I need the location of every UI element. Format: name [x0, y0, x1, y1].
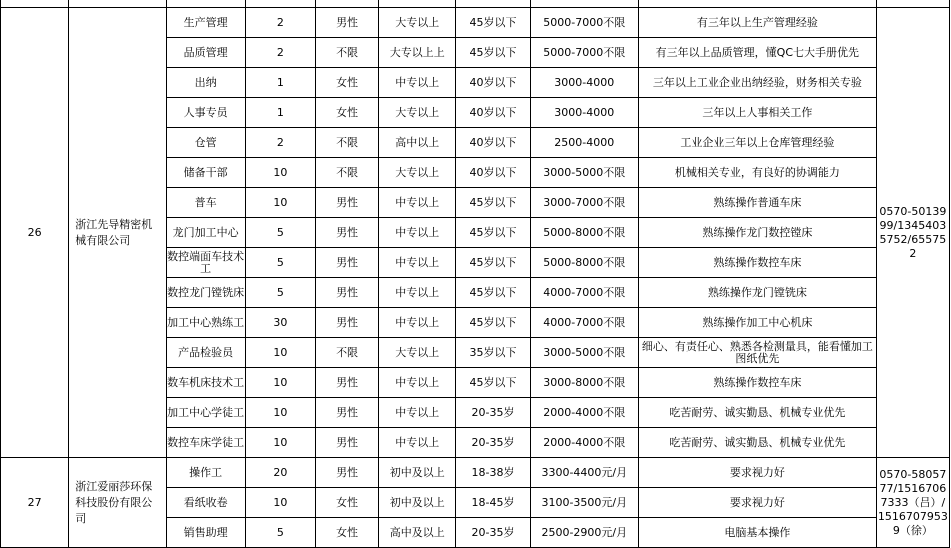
position-cell: 销售助理	[166, 518, 245, 548]
gender-cell: 男性	[315, 308, 378, 338]
requirement-cell: 有三年以上生产管理经验	[638, 8, 876, 38]
salary-cell: 5000-8000不限	[530, 248, 638, 278]
age-cell: 20-35岁	[456, 398, 530, 428]
education-cell: 中专以上	[379, 188, 456, 218]
count-cell: 5	[245, 218, 315, 248]
count-cell: 10	[245, 338, 315, 368]
position-cell: 操作工	[166, 458, 245, 488]
gender-cell: 女性	[315, 68, 378, 98]
position-cell: 产品检验员	[166, 338, 245, 368]
clipped-cell	[245, 0, 315, 8]
age-cell: 18-45岁	[456, 488, 530, 518]
position-cell: 数控龙门镗铣床	[166, 278, 245, 308]
age-cell: 20-35岁	[456, 518, 530, 548]
age-cell: 40岁以下	[456, 68, 530, 98]
position-cell: 数车机床技术工	[166, 368, 245, 398]
count-cell: 10	[245, 368, 315, 398]
count-cell: 10	[245, 398, 315, 428]
gender-cell: 男性	[315, 398, 378, 428]
education-cell: 高中及以上	[379, 518, 456, 548]
salary-cell: 3000-8000不限	[530, 368, 638, 398]
count-cell: 2	[245, 128, 315, 158]
age-cell: 40岁以下	[456, 158, 530, 188]
position-cell: 龙门加工中心	[166, 218, 245, 248]
gender-cell: 男性	[315, 278, 378, 308]
age-cell: 20-35岁	[456, 428, 530, 458]
position-cell: 仓管	[166, 128, 245, 158]
age-cell: 45岁以下	[456, 188, 530, 218]
education-cell: 大专以上	[379, 8, 456, 38]
position-cell: 加工中心熟练工	[166, 308, 245, 338]
education-cell: 初中及以上	[379, 458, 456, 488]
contact-phone: 0570-5805777/15167067333（吕）/15167079539（徐）	[876, 458, 949, 548]
requirement-cell: 熟练操作数控车床	[638, 368, 876, 398]
salary-cell: 3000-7000不限	[530, 188, 638, 218]
position-cell: 数控车床学徒工	[166, 428, 245, 458]
company-name: 浙江先导精密机械有限公司	[69, 8, 166, 458]
clipped-top-row	[1, 0, 950, 8]
requirement-cell: 有三年以上品质管理，懂QC七大手册优先	[638, 38, 876, 68]
education-cell: 大专以上	[379, 338, 456, 368]
count-cell: 10	[245, 158, 315, 188]
clipped-cell	[638, 0, 876, 8]
salary-cell: 2000-4000不限	[530, 398, 638, 428]
gender-cell: 男性	[315, 218, 378, 248]
contact-phone: 0570-5013999/13454035752/655752	[876, 8, 949, 458]
salary-cell: 4000-7000不限	[530, 278, 638, 308]
count-cell: 10	[245, 488, 315, 518]
education-cell: 大专以上	[379, 98, 456, 128]
count-cell: 5	[245, 278, 315, 308]
age-cell: 45岁以下	[456, 218, 530, 248]
count-cell: 1	[245, 68, 315, 98]
position-cell: 生产管理	[166, 8, 245, 38]
age-cell: 40岁以下	[456, 98, 530, 128]
clipped-cell	[876, 0, 949, 8]
salary-cell: 4000-7000不限	[530, 308, 638, 338]
gender-cell: 不限	[315, 128, 378, 158]
age-cell: 45岁以下	[456, 38, 530, 68]
education-cell: 高中以上	[379, 128, 456, 158]
age-cell: 45岁以下	[456, 368, 530, 398]
requirement-cell: 电脑基本操作	[638, 518, 876, 548]
company-number: 26	[1, 8, 69, 458]
count-cell: 10	[245, 428, 315, 458]
requirement-cell: 熟练操作数控车床	[638, 248, 876, 278]
table-body	[1, 0, 950, 548]
clipped-cell	[1, 0, 69, 8]
gender-cell: 男性	[315, 368, 378, 398]
company-name: 浙江爱丽莎环保科技股份有限公司	[69, 458, 166, 548]
position-cell: 品质管理	[166, 38, 245, 68]
company-number: 27	[1, 458, 69, 548]
requirement-cell: 熟练操作龙门数控镗床	[638, 218, 876, 248]
clipped-cell	[456, 0, 530, 8]
gender-cell: 女性	[315, 98, 378, 128]
salary-cell: 3000-5000不限	[530, 338, 638, 368]
salary-cell: 5000-7000不限	[530, 38, 638, 68]
gender-cell: 男性	[315, 458, 378, 488]
gender-cell: 不限	[315, 38, 378, 68]
requirement-cell: 要求视力好	[638, 458, 876, 488]
clipped-cell	[530, 0, 638, 8]
table-row	[1, 458, 950, 488]
salary-cell: 3100-3500元/月	[530, 488, 638, 518]
age-cell: 35岁以下	[456, 338, 530, 368]
gender-cell: 男性	[315, 8, 378, 38]
education-cell: 中专以上	[379, 368, 456, 398]
requirement-cell: 机械相关专业，有良好的协调能力	[638, 158, 876, 188]
position-cell: 人事专员	[166, 98, 245, 128]
requirement-cell: 吃苦耐劳、诚实勤恳、机械专业优先	[638, 398, 876, 428]
position-cell: 出纳	[166, 68, 245, 98]
gender-cell: 不限	[315, 158, 378, 188]
position-cell: 看纸收卷	[166, 488, 245, 518]
salary-cell: 3000-4000	[530, 98, 638, 128]
age-cell: 18-38岁	[456, 458, 530, 488]
education-cell: 初中及以上	[379, 488, 456, 518]
salary-cell: 2500-4000	[530, 128, 638, 158]
education-cell: 中专以上	[379, 218, 456, 248]
count-cell: 30	[245, 308, 315, 338]
education-cell: 中专以上	[379, 278, 456, 308]
clipped-cell	[315, 0, 378, 8]
age-cell: 40岁以下	[456, 128, 530, 158]
salary-cell: 5000-7000不限	[530, 8, 638, 38]
position-cell: 加工中心学徒工	[166, 398, 245, 428]
age-cell: 45岁以下	[456, 278, 530, 308]
salary-cell: 3300-4400元/月	[530, 458, 638, 488]
education-cell: 中专以上	[379, 248, 456, 278]
count-cell: 20	[245, 458, 315, 488]
requirement-cell: 熟练操作普通车床	[638, 188, 876, 218]
salary-cell: 3000-5000不限	[530, 158, 638, 188]
salary-cell: 2000-4000不限	[530, 428, 638, 458]
education-cell: 中专以上	[379, 308, 456, 338]
table-row	[1, 8, 950, 38]
requirement-cell: 工业企业三年以上仓库管理经验	[638, 128, 876, 158]
gender-cell: 不限	[315, 338, 378, 368]
gender-cell: 男性	[315, 428, 378, 458]
requirement-cell: 熟练操作龙门镗铣床	[638, 278, 876, 308]
gender-cell: 男性	[315, 248, 378, 278]
age-cell: 45岁以下	[456, 308, 530, 338]
age-cell: 45岁以下	[456, 248, 530, 278]
gender-cell: 女性	[315, 488, 378, 518]
clipped-cell	[166, 0, 245, 8]
position-cell: 普车	[166, 188, 245, 218]
requirement-cell: 熟练操作加工中心机床	[638, 308, 876, 338]
education-cell: 大专以上	[379, 158, 456, 188]
count-cell: 5	[245, 248, 315, 278]
requirement-cell: 细心、有责任心、熟悉各检测量具，能看懂加工图纸优先	[638, 338, 876, 368]
count-cell: 10	[245, 188, 315, 218]
gender-cell: 女性	[315, 518, 378, 548]
requirement-cell: 三年以上人事相关工作	[638, 98, 876, 128]
count-cell: 2	[245, 8, 315, 38]
education-cell: 中专以上	[379, 428, 456, 458]
requirement-cell: 三年以上工业企业出纳经验，财务相关专验	[638, 68, 876, 98]
position-cell: 储备干部	[166, 158, 245, 188]
requirement-cell: 要求视力好	[638, 488, 876, 518]
clipped-cell	[379, 0, 456, 8]
count-cell: 1	[245, 98, 315, 128]
count-cell: 2	[245, 38, 315, 68]
clipped-cell	[69, 0, 166, 8]
salary-cell: 2500-2900元/月	[530, 518, 638, 548]
education-cell: 大专以上上	[379, 38, 456, 68]
education-cell: 中专以上	[379, 68, 456, 98]
salary-cell: 5000-8000不限	[530, 218, 638, 248]
position-cell: 数控端面车技术工	[166, 248, 245, 278]
education-cell: 中专以上	[379, 398, 456, 428]
age-cell: 45岁以下	[456, 8, 530, 38]
count-cell: 5	[245, 518, 315, 548]
salary-cell: 3000-4000	[530, 68, 638, 98]
requirement-cell: 吃苦耐劳、诚实勤恳、机械专业优先	[638, 428, 876, 458]
gender-cell: 男性	[315, 188, 378, 218]
